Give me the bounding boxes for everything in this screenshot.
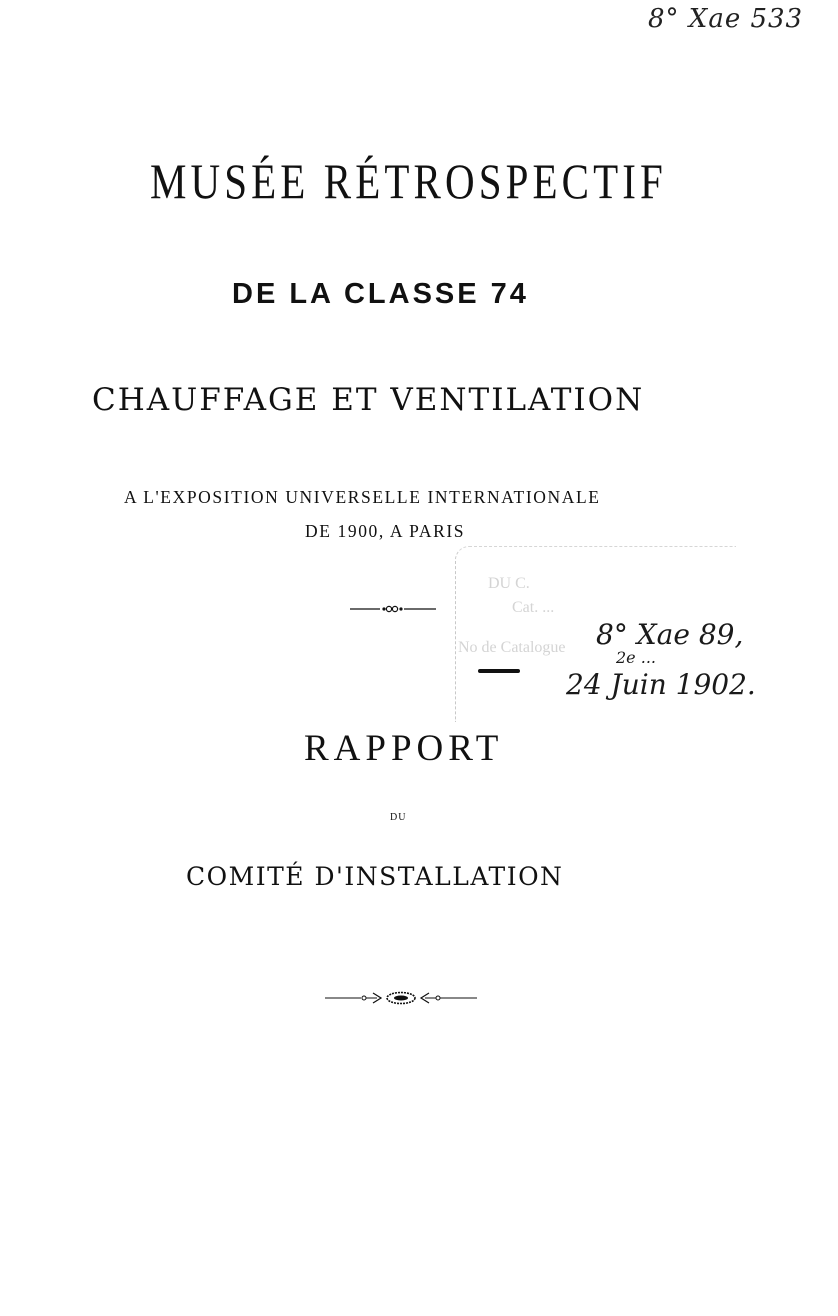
handwritten-catalog-number: 8° Xae 89,	[596, 618, 744, 651]
title-musee-retrospectif: MUSÉE RÉTROSPECTIF	[150, 153, 667, 209]
stamp-faded-line: No de Catalogue	[458, 639, 566, 656]
vignette-divider-icon	[325, 990, 477, 1006]
subtitle-date-place: DE 1900, A PARIS	[305, 521, 466, 541]
handwritten-date: 24 Juin 1902.	[566, 668, 756, 701]
handwritten-note: 2e ...	[616, 648, 656, 667]
report-subject: COMITÉ D'INSTALLATION	[186, 862, 564, 891]
subtitle-exposition: A L'EXPOSITION UNIVERSELLE INTERNATIONALE	[124, 487, 601, 507]
stamp-faded-line: Cat. ...	[512, 599, 555, 616]
report-connector: DU	[390, 812, 407, 823]
stamp-dash	[478, 669, 520, 673]
title-classe: DE LA CLASSE 74	[232, 278, 529, 310]
library-shelfmark: 8° Xae 533	[648, 4, 804, 34]
title-chauffage-ventilation: CHAUFFAGE ET VENTILATION	[92, 382, 645, 418]
report-title: RAPPORT	[304, 728, 504, 769]
flourish-divider-icon	[350, 603, 436, 615]
stamp-faded-line: DU C.	[488, 575, 530, 592]
